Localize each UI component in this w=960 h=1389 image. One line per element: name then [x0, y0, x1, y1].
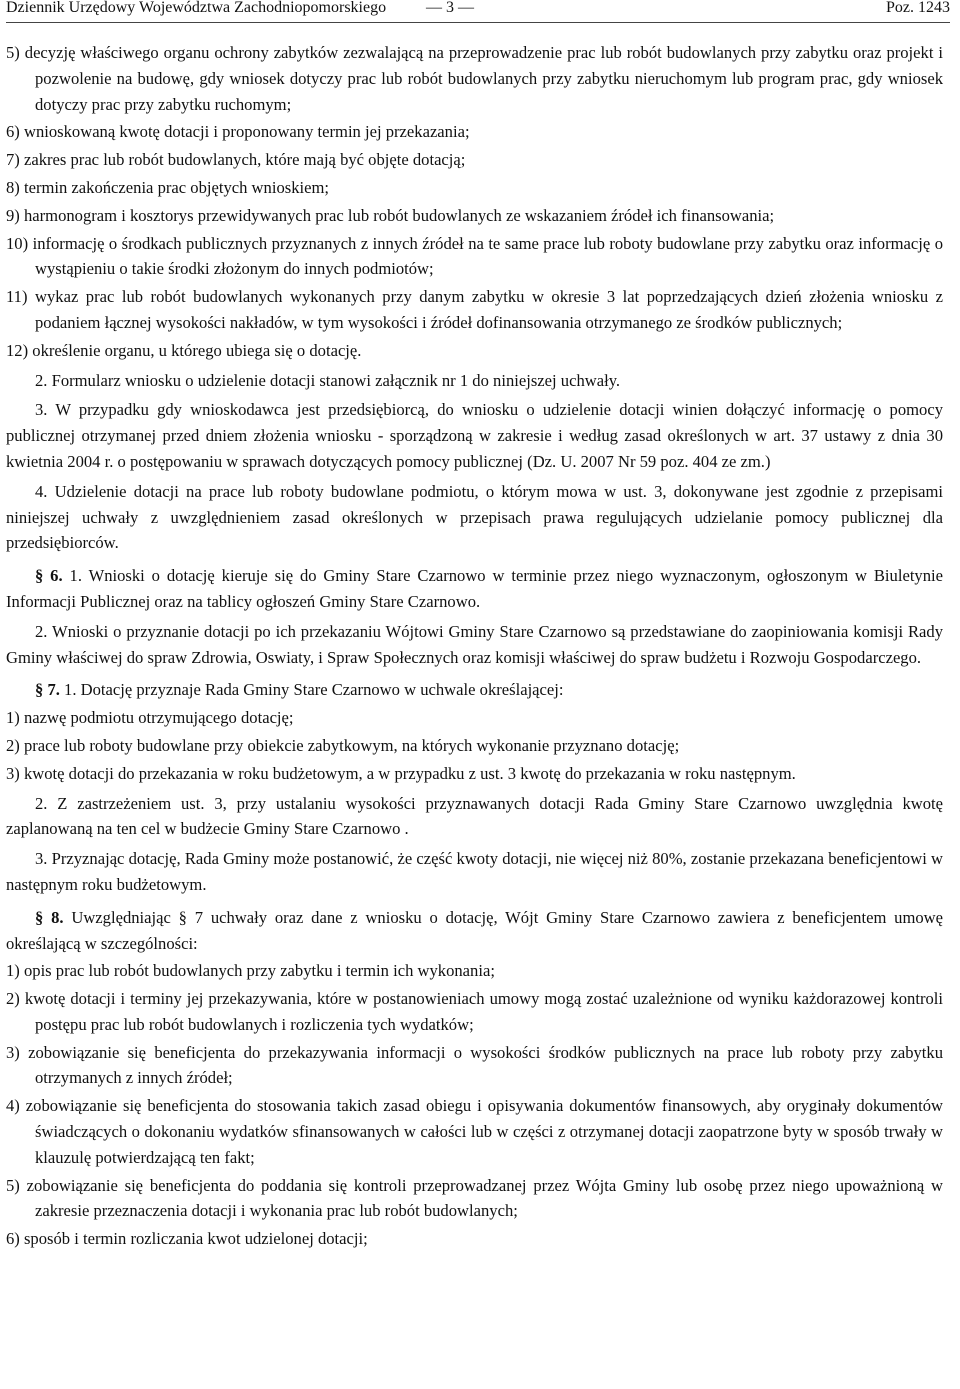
page-header: [6, 0, 950, 23]
position-number: Poz. 1243: [886, 0, 950, 16]
list-item: 8) termin zakończenia prac objętych wnioskiem;: [6, 177, 329, 197]
list-item: 12) określenie organu, u którego ubiega się o dotację.: [6, 340, 362, 360]
list-item: 3) zobowiązanie się beneficjenta do przekazywania informacji o wysokości środków publicznych na prace lub roboty przy zabytku otrzymanych z innych źródeł;: [6, 1042, 943, 1088]
page-number: — 3 —: [426, 0, 474, 16]
section-6-paragraph-2: 2. Wnioski o przyznanie dotacji po ich przekazaniu Wójtowi Gminy Stare Czarnowo są przedstawiane do zaopiniowania komisji Rady Gminy właściwej do spraw Zdrowia, Oswiaty, i Spraw Społecznych oraz komisji właściwej do spraw budżetu i Rozwoju Gospodarczego.: [6, 621, 943, 667]
section-7-paragraph-2: 2. Z zastrzeżeniem ust. 3, przy ustalaniu wysokości przyznawanych dotacji Rada Gminy Stare Czarnowo uwzględnia kwotę zaplanowaną na ten cel w budżecie Gminy Stare Czarnowo .: [6, 793, 943, 839]
list-item: 1) opis prac lub robót budowlanych przy zabytku i termin ich wykonania;: [6, 961, 495, 981]
list-item: 4) zobowiązanie się beneficjenta do stosowania takich zasad obiegu i opisywania dokumentów finansowych, aby oryginały dokumentów świadczących o dokonaniu wydatków sfinansowanych w całości lub w części z otrzymanej dotacji zaopatrzone byty w sposób trwały w klauzulę potwierdzającą ten fakt;: [6, 1096, 943, 1167]
list-item: 9) harmonogram i kosztorys przewidywanych prac lub robót budowlanych ze wskazaniem źródeł ich finansowania;: [6, 205, 775, 225]
paragraph: 2. Formularz wniosku o udzielenie dotacji stanowi załącznik nr 1 do niniejszej uchwały.: [35, 370, 621, 390]
list-item: 3) kwotę dotacji do przekazania w roku budżetowym, a w przypadku z ust. 3 kwotę do przekazania w roku następnym.: [6, 763, 796, 783]
publication-title: Dziennik Urzędowy Województwa Zachodniopomorskiego: [6, 0, 387, 16]
list-item: 6) sposób i termin rozliczania kwot udzielonej dotacji;: [6, 1229, 368, 1249]
list-item: 5) zobowiązanie się beneficjenta do poddania się kontroli przeprowadzanej przez Wójta Gminy lub osobę przez niego upoważnioną w zakresie przeznaczenia dotacji i wykonania prac lub robót budowlanych;: [6, 1175, 943, 1221]
paragraph: 4. Udzielenie dotacji na prace lub roboty budowlane podmiotu, o którym mowa w ust. 3, dokonywane jest zgodnie z przepisami niniejszej uchwały z uwzględnieniem zasad określonych w przepisach prawa regulujących udzielanie pomocy publicznej dla przedsiębiorców.: [6, 481, 943, 553]
section-marker: § 7.: [35, 680, 60, 700]
section-8-paragraph-1: § 8. Uwzględniając § 7 uchwały oraz dane z wniosku o dotację, Wójt Gminy Stare Czarnowo zawiera z beneficjentem umowę określającą w szczególności:: [6, 907, 944, 953]
list-item: 2) kwotę dotacji i terminy jej przekazywania, które w postanowieniach umowy mogą zostać uzależnione od wyniku każdorazowej kontroli postępu prac lub robót budowlanych i rozliczenia tych wydatków;: [6, 989, 943, 1034]
section-marker: § 8.: [35, 907, 64, 927]
section-7-paragraph-3: 3. Przyznając dotację, Rada Gminy może postanowić, że część kwoty dotacji, nie więcej niż 80%, zostanie przekazana beneficjentowi w następnym roku budżetowym.: [6, 849, 943, 894]
section-marker: § 6.: [35, 566, 63, 586]
list-item: 11) wykaz prac lub robót budowlanych wykonanych przy danym zabytku w okresie 3 lat poprzedzających dzień złożenia wniosku z podaniem łącznej wysokości nakładów, w tym wysokości i źródeł dofinansowania otrzymanego ze środków publicznych;: [6, 287, 943, 332]
section-6-paragraph-1: § 6. 1. Wnioski o dotację kieruje się do Gminy Stare Czarnowo w terminie przez niego wyznaczonym, ogłoszonym w Biuletynie Informacji Publicznej oraz na tablicy ogłoszeń Gminy Stare Czarnowo.: [6, 566, 943, 611]
list-item: 10) informację o środkach publicznych przyznanych z innych źródeł na te same prace lub roboty budowlane przy zabytku oraz informację o wystąpieniu o takie środki złożonym do innych podmiotów;: [6, 233, 943, 279]
document-body: [6, 40, 943, 1252]
section-7-paragraph-1: § 7. 1. Dotację przyznaje Rada Gminy Stare Czarnowo w uchwale określającej:: [35, 680, 564, 700]
list-item: 5) decyzję właściwego organu ochrony zabytków zezwalającą na przeprowadzenie prac lub robót budowlanych przy zabytku oraz projekt i pozwolenie na budowę, gdy wniosek dotyczy prac lub robót budowlanych przy zabytku nieruchomym lub program prac, gdy wniosek dotyczy prac przy zabytku ruchomym;: [6, 43, 943, 114]
list-item: 7) zakres prac lub robót budowlanych, które mają być objęte dotacją;: [6, 150, 466, 170]
paragraph: 3. W przypadku gdy wnioskodawca jest przedsiębiorcą, do wniosku o udzielenie dotacji winien dołączyć informację o pomocy publicznej otrzymanej przed dniem złożenia wniosku - sporządzoną w zakresie i według zasad określonych w art. 37 ustawy z dnia 30 kwietnia 2004 r. o postępowaniu w sprawach dotyczących pomocy publicznej (Dz. U. 2007 Nr 59 poz. 404 ze zm.): [6, 400, 943, 471]
list-item: 6) wnioskowaną kwotę dotacji i proponowany termin jej przekazania;: [6, 122, 470, 142]
list-item: 1) nazwę podmiotu otrzymującego dotację;: [6, 708, 294, 728]
list-item: 2) prace lub roboty budowlane przy obiekcie zabytkowym, na których wykonanie przyznano dotację;: [6, 735, 680, 755]
